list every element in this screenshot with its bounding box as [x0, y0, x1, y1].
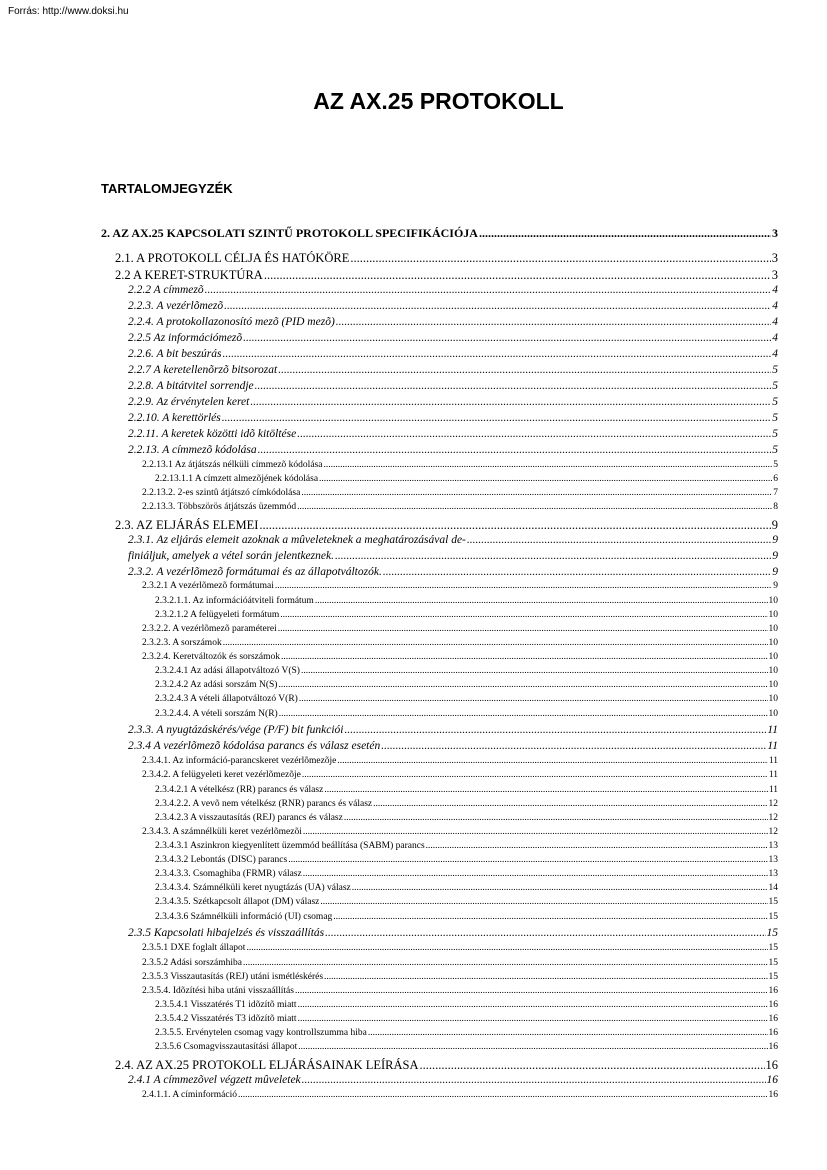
- toc-entry-page: 11: [768, 756, 778, 767]
- toc-entry-label: 2.3.3. A nyugtázáskérés/vége (P/F) bit funkciói: [128, 724, 344, 737]
- toc-dot-leader: [298, 1042, 767, 1052]
- toc-entry-page: 5: [772, 379, 778, 392]
- toc-entry-page: 8: [773, 501, 778, 512]
- toc-entry-label: 2.3.4.3.1 Aszinkron kiegyenlített üzemmód beállítása (SABM) parancs: [155, 840, 425, 851]
- toc-entry-page: 10: [768, 623, 778, 634]
- toc-entry[interactable]: [115, 268, 778, 283]
- toc-entry[interactable]: [128, 724, 778, 736]
- toc-dot-leader: [419, 1058, 764, 1073]
- toc-entry[interactable]: [142, 972, 778, 982]
- toc-entry-page: 9: [772, 565, 778, 578]
- toc-entry[interactable]: [115, 1058, 778, 1073]
- toc-entry[interactable]: [155, 799, 778, 809]
- toc-dot-leader: [344, 724, 766, 736]
- toc-entry-page: 9: [772, 549, 778, 562]
- toc-entry-page: 15: [768, 911, 778, 922]
- toc-dot-leader: [333, 912, 767, 922]
- toc-entry-label: 2.3.2.2. A vezérlõmezõ paraméterei: [142, 623, 277, 634]
- toc-entry[interactable]: [142, 986, 778, 996]
- toc-entry-page: 5: [772, 443, 778, 456]
- toc-dot-leader: [373, 799, 767, 809]
- toc-entry-label: 2.2.11. A keretek közötti idõ kitöltése: [128, 427, 297, 440]
- toc-entry-label: 2.3.4.3.3. Csomaghiba (FRMR) válasz: [155, 869, 302, 880]
- toc-entry[interactable]: [128, 348, 778, 360]
- toc-entry[interactable]: [128, 428, 778, 440]
- toc-entry-page: 10: [768, 708, 778, 719]
- toc-entry-label: 2.4. AZ AX.25 PROTOKOLL ELJÁRÁSAINAK LEÍRÁSA: [115, 1058, 419, 1073]
- toc-dot-leader: [250, 396, 771, 408]
- toc-entry-label: 2. AZ AX.25 KAPCSOLATI SZINTŰ PROTOKOLL SPECIFIKÁCIÓJA: [101, 226, 478, 240]
- toc-entry-label: 2.3.2.4.1 Az adási állapotváltozó V(S): [155, 666, 300, 677]
- toc-dot-leader: [280, 610, 767, 620]
- toc-entry[interactable]: [155, 666, 778, 676]
- toc-entry-label: 2.2.5 Az információmezõ: [128, 332, 243, 345]
- toc-entry[interactable]: [142, 1090, 778, 1100]
- toc-dot-leader: [324, 972, 767, 982]
- toc-entry-label: 2.3.4.2.2. A vevõ nem vételkész (RNR) parancs és válasz: [155, 798, 373, 809]
- toc-entry-label: 2.2.13.3. Többszörös átjátszás üzemmód: [142, 501, 297, 512]
- toc-entry-page: 5: [773, 459, 778, 470]
- toc-dot-leader: [336, 316, 771, 328]
- toc-entry-label: 2.3.4.1. Az információ-parancskeret vezérlõmezõje: [142, 756, 337, 767]
- source-line: Forrás: http://www.doksi.hu: [8, 6, 129, 17]
- toc-dot-leader: [320, 897, 767, 907]
- toc-entry[interactable]: [155, 610, 778, 620]
- toc-entry-page: 15: [768, 897, 778, 908]
- toc-entry-label: 2.3.2.3. A sorszámok: [142, 637, 222, 648]
- toc-dot-leader: [259, 518, 770, 533]
- toc-entry[interactable]: [128, 740, 778, 752]
- toc-entry[interactable]: [142, 958, 778, 968]
- toc-entry-label: 2.2.7 A keretellenõrzõ bitsorozat: [128, 363, 278, 376]
- document-title: AZ AX.25 PROTOKOLL: [313, 88, 564, 114]
- toc-entry[interactable]: [128, 1074, 778, 1086]
- toc-entry-label: 2.2.4. A protokollazonosító mezõ (PID mezõ): [128, 316, 335, 329]
- toc-dot-leader: [302, 770, 768, 780]
- toc-entry[interactable]: [155, 680, 778, 690]
- toc-entry-label: 2.3.2.1 A vezérlõmezõ formátumai: [142, 581, 274, 592]
- toc-entry-label: 2.3.4 A vezérlõmezõ kódolása parancs és válasz esetén: [128, 740, 381, 753]
- toc-dot-leader: [278, 364, 771, 376]
- toc-entry-page: 16: [768, 1014, 778, 1024]
- toc-entry[interactable]: [115, 518, 778, 533]
- toc-entry[interactable]: [142, 624, 778, 634]
- toc-dot-leader: [297, 502, 772, 512]
- toc-entry-page: 4: [772, 332, 778, 345]
- toc-entry-page: 13: [768, 855, 778, 866]
- toc-entry[interactable]: [155, 841, 778, 851]
- toc-entry-page: 10: [768, 666, 778, 677]
- toc-entry-label: 2.3.5 Kapcsolati hibajelzés és visszaállítás: [128, 927, 325, 940]
- toc-entry[interactable]: [155, 1042, 778, 1052]
- toc-entry-page: 5: [772, 427, 778, 440]
- toc-entry-label: 2.3.5.1 DXE foglalt állapot: [142, 943, 246, 954]
- toc-entry-page: 11: [768, 784, 778, 795]
- toc-dot-leader: [278, 680, 767, 690]
- toc-entry-label: 2.3.2.4.2 Az adási sorszám N(S): [155, 680, 278, 691]
- toc-entry-label: 2.3.5.4. Idõzítési hiba utáni visszaállítás: [142, 985, 294, 996]
- toc-dot-leader: [301, 666, 768, 676]
- toc-entry-page: 12: [768, 826, 778, 837]
- toc-entry-page: 12: [768, 798, 778, 809]
- toc-dot-leader: [299, 694, 768, 704]
- toc-dot-leader: [243, 332, 771, 344]
- toc-dot-leader: [352, 883, 768, 893]
- toc-entry-page: 16: [766, 1074, 778, 1087]
- toc-entry[interactable]: [142, 652, 778, 662]
- toc-entry-page: 4: [772, 300, 778, 313]
- toc-entry-label: 2.3.2.4. Keretváltozók és sorszámok: [142, 652, 280, 663]
- toc-entry-label: 2.2.3. A vezérlõmezõ: [128, 300, 224, 313]
- toc-dot-leader: [224, 300, 771, 312]
- toc-entry[interactable]: [155, 1028, 778, 1038]
- toc-entry-page: 16: [768, 1090, 778, 1100]
- toc-entry-label: 2.3.2.1.2 A felügyeleti formátum: [155, 609, 280, 620]
- toc-entry[interactable]: [128, 534, 778, 546]
- toc-heading: TARTALOMJEGYZÉK: [101, 181, 233, 196]
- toc-entry-page: 10: [768, 609, 778, 620]
- toc-entry[interactable]: [155, 1000, 778, 1010]
- toc-dot-leader: [288, 855, 767, 865]
- toc-entry-label: 2.2.10. A kerettörlés: [128, 411, 221, 424]
- toc-dot-leader: [303, 827, 768, 837]
- toc-entry-page: 10: [768, 637, 778, 648]
- toc-entry-page: 16: [768, 1042, 778, 1053]
- toc-dot-leader: [246, 943, 767, 953]
- toc-entry-page: 5: [772, 363, 778, 376]
- toc-entry-label: 2.3.4.3.4. Számnélküli keret nyugtázás (UA) válasz: [155, 883, 351, 894]
- toc-entry-page: 3: [772, 226, 778, 240]
- toc-dot-leader: [381, 740, 766, 752]
- toc-entry[interactable]: [142, 502, 778, 512]
- toc-entry-label: 2.3.4.3.6 Számnélküli információ (UI) csomag: [155, 911, 333, 922]
- toc-entry[interactable]: [155, 596, 778, 606]
- toc-dot-leader: [223, 638, 768, 648]
- toc-entry[interactable]: [142, 770, 778, 780]
- toc-entry[interactable]: [155, 813, 778, 823]
- toc-entry-label: 2.2.6. A bit beszúrás: [128, 348, 222, 361]
- toc-entry-label: 2.1. A PROTOKOLL CÉLJA ÉS HATÓKÖRE: [115, 251, 350, 266]
- toc-entry[interactable]: [128, 444, 778, 456]
- toc-entry-page: 9: [771, 517, 778, 532]
- toc-entry[interactable]: [128, 380, 778, 392]
- toc-entry-label: 2.3.5.4.1 Visszatérés T1 idõzítõ miatt: [155, 999, 297, 1010]
- toc-entry-label: 2.3.5.4.2 Visszatérés T3 idõzítõ miatt: [155, 1014, 297, 1024]
- toc-entry-label: 2.2.13.1 Az átjátszás nélküli címmezõ kódolása: [142, 459, 323, 470]
- toc-entry[interactable]: [128, 412, 778, 424]
- toc-dot-leader: [350, 251, 770, 266]
- toc-dot-leader: [383, 566, 771, 578]
- toc-entry-page: 14: [768, 883, 778, 894]
- toc-entry-page: 15: [768, 971, 778, 982]
- toc-dot-leader: [479, 226, 771, 241]
- toc-entry[interactable]: [128, 364, 778, 376]
- toc-dot-leader: [278, 624, 768, 634]
- toc-entry-page: 13: [768, 869, 778, 880]
- toc-entry-label: 2.3.4.3.5. Szétkapcsolt állapot (DM) válasz: [155, 897, 320, 908]
- toc-entry[interactable]: [142, 488, 778, 498]
- toc-entry-page: 16: [768, 999, 778, 1010]
- toc-entry[interactable]: [155, 912, 778, 922]
- toc-entry-page: 3: [771, 251, 778, 266]
- toc-entry-page: 5: [772, 411, 778, 424]
- toc-dot-leader: [302, 1074, 766, 1086]
- toc-entry-label: 2.3.4.2. A felügyeleti keret vezérlõmezõje: [142, 770, 301, 781]
- toc-dot-leader: [295, 986, 768, 996]
- toc-dot-leader: [205, 284, 772, 296]
- toc-dot-leader: [324, 785, 768, 795]
- toc-entry[interactable]: [155, 897, 778, 907]
- toc-entry-label: 2.2.8. A bitátvitel sorrendje: [128, 379, 254, 392]
- toc-entry-label: 2.2.13.1.1 A címzett almezõjének kódolása: [155, 473, 319, 484]
- toc-dot-leader: [275, 581, 772, 591]
- toc-dot-leader: [303, 869, 768, 879]
- toc-entry[interactable]: [128, 566, 778, 578]
- toc-entry-page: 3: [771, 268, 778, 283]
- toc-entry-page: 7: [773, 487, 778, 498]
- toc-entry-page: 5: [772, 395, 778, 408]
- toc-dot-leader: [298, 1000, 768, 1010]
- toc-entry-page: 15: [768, 943, 778, 954]
- toc-entry-label: 2.3.5.2 Adási sorszámhiba: [142, 957, 243, 968]
- toc-entry-label: 2.2.2 A címmezõ: [128, 284, 204, 297]
- toc-dot-leader: [298, 1014, 768, 1024]
- toc-entry-page: 4: [772, 316, 778, 329]
- toc-entry-page: 10: [768, 595, 778, 606]
- toc-dot-leader: [325, 927, 765, 939]
- toc-entry[interactable]: [155, 694, 778, 704]
- toc-entry-label: 2.4.1.1. A címinformáció: [142, 1090, 237, 1100]
- toc-entry-label: 2.3.5.6 Csomagvisszautasítási állapot: [155, 1042, 298, 1053]
- toc-entry[interactable]: [128, 927, 778, 939]
- toc-dot-leader: [264, 268, 771, 283]
- toc-entry-page: 16: [768, 1028, 778, 1039]
- toc-entry[interactable]: [128, 300, 778, 312]
- toc-entry[interactable]: [142, 460, 778, 470]
- toc-entry[interactable]: [142, 638, 778, 648]
- toc-dot-leader: [335, 550, 771, 562]
- toc-dot-leader: [301, 488, 772, 498]
- toc-entry-label: 2.3.4.2.3 A visszautasítás (REJ) parancs és válasz: [155, 812, 343, 823]
- toc-entry-label: 2.3.4.3.2 Lebontás (DISC) parancs: [155, 855, 288, 866]
- toc-entry-label: 2.3.4.2.1 A vételkész (RR) parancs és válasz: [155, 784, 324, 795]
- toc-dot-leader: [337, 756, 767, 766]
- toc-entry-label: finiáljuk, amelyek a vétel során jelentkeznek.: [128, 549, 334, 562]
- toc-entry-page: 6: [773, 473, 778, 484]
- toc-entry-page: 12: [768, 812, 778, 823]
- toc-entry[interactable]: [128, 396, 778, 408]
- toc-entry[interactable]: [155, 474, 778, 484]
- toc-dot-leader: [238, 1090, 768, 1100]
- toc-entry[interactable]: [155, 883, 778, 893]
- toc-entry-page: 16: [765, 1058, 778, 1073]
- toc-dot-leader: [467, 534, 771, 546]
- toc-dot-leader: [323, 460, 772, 470]
- toc-entry[interactable]: [115, 251, 778, 266]
- toc-dot-leader: [426, 841, 768, 851]
- toc-entry-page: 9: [772, 533, 778, 546]
- toc-entry-label: 2.2.9. Az érvénytelen keret: [128, 395, 250, 408]
- toc-entry[interactable]: [142, 581, 778, 591]
- toc-entry-page: 9: [773, 581, 778, 592]
- toc-entry[interactable]: [155, 785, 778, 795]
- toc-entry-page: 4: [772, 284, 778, 297]
- toc-dot-leader: [255, 380, 772, 392]
- toc-entry-page: 15: [766, 927, 778, 940]
- toc-entry[interactable]: [128, 284, 778, 296]
- toc-entry[interactable]: [142, 827, 778, 837]
- toc-entry[interactable]: [155, 709, 778, 719]
- toc-entry-label: 2.3.4.3. A számnélküli keret vezérlõmezõi: [142, 826, 302, 837]
- toc-entry-page: 11: [767, 740, 778, 753]
- toc-entry-label: 2.4.1 A címmezõvel végzett mûveletek: [128, 1074, 301, 1087]
- toc-entry-page: 16: [768, 985, 778, 996]
- toc-entry[interactable]: [155, 869, 778, 879]
- toc-entry-page: 10: [768, 694, 778, 705]
- toc-entry[interactable]: [101, 226, 778, 241]
- toc-entry-label: 2.3.2.4.4. A vételi sorszám N(R): [155, 708, 278, 719]
- toc-dot-leader: [368, 1028, 768, 1038]
- toc-dot-leader: [297, 428, 771, 440]
- toc-entry-label: 2.2.13.2. 2-es szintû átjátszó címkódolása: [142, 487, 301, 498]
- toc-entry-label: 2.3. AZ ELJÁRÁS ELEMEI: [115, 517, 259, 532]
- toc-dot-leader: [315, 596, 768, 606]
- toc-dot-leader: [281, 652, 768, 662]
- toc-entry-label: 2.2.13. A címmezõ kódolása: [128, 443, 257, 456]
- toc-dot-leader: [223, 348, 772, 360]
- toc-dot-leader: [243, 958, 767, 968]
- toc-entry[interactable]: [142, 756, 778, 766]
- toc-entry[interactable]: [142, 943, 778, 953]
- toc-entry[interactable]: [155, 1014, 778, 1024]
- toc-entry-label: 2.3.2. A vezérlõmezõ formátumai és az állapotváltozók.: [128, 565, 382, 578]
- toc-entry-label: 2.3.2.1.1. Az információátviteli formátum: [155, 595, 314, 606]
- toc-entry-label: 2.3.1. Az eljárás elemeit azoknak a mûveleteknek a meghatározásával de-: [128, 533, 466, 546]
- toc-entry-page: 11: [767, 724, 778, 737]
- toc-dot-leader: [258, 444, 772, 456]
- toc-dot-leader: [344, 813, 768, 823]
- toc-entry[interactable]: [155, 855, 778, 865]
- toc-dot-leader: [222, 412, 772, 424]
- toc-entry-page: 15: [768, 957, 778, 968]
- toc-entry-page: 13: [768, 840, 778, 851]
- toc-entry-page: 4: [772, 348, 778, 361]
- toc-entry-label: 2.3.5.5. Érvénytelen csomag vagy kontrollszumma hiba: [155, 1028, 367, 1039]
- toc-entry-page: 10: [768, 680, 778, 691]
- toc-entry-label: 2.3.5.3 Visszautasítás (REJ) utáni ismétléskérés: [142, 971, 324, 982]
- toc-entry-label: 2.2 A KERET-STRUKTÚRA: [115, 268, 263, 283]
- toc-dot-leader: [279, 709, 768, 719]
- toc-entry[interactable]: [128, 550, 778, 562]
- toc-entry-page: 11: [768, 770, 778, 781]
- toc-entry-page: 10: [768, 652, 778, 663]
- toc-entry[interactable]: [128, 332, 778, 344]
- toc-dot-leader: [319, 474, 772, 484]
- toc-entry[interactable]: [128, 316, 778, 328]
- toc-entry-label: 2.3.2.4.3 A vételi állapotváltozó V(R): [155, 694, 298, 705]
